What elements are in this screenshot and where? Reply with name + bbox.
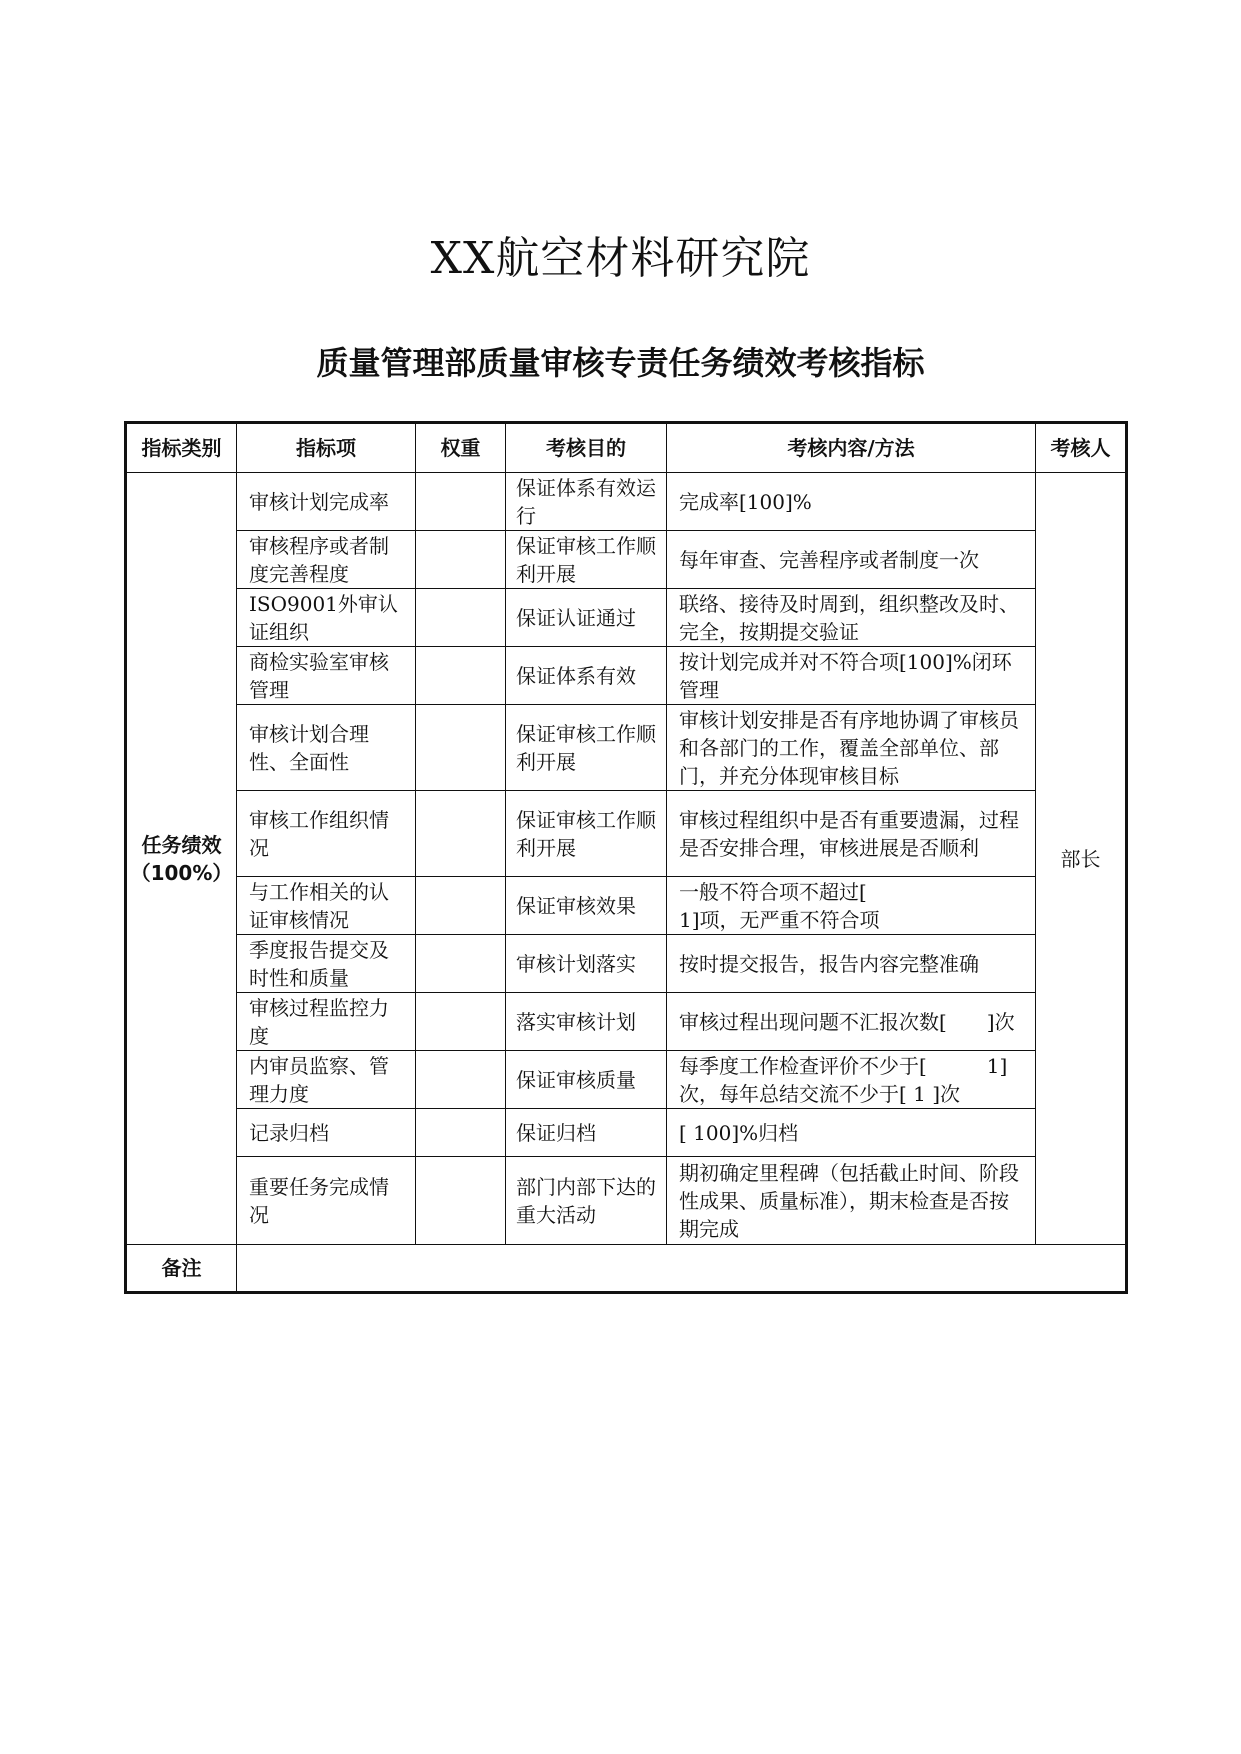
- weight-cell: [416, 589, 506, 647]
- remark-value: [237, 1245, 1127, 1293]
- indicator-item: 审核计划合理性、全面性: [237, 705, 416, 791]
- purpose-cell: 落实审核计划: [506, 993, 667, 1051]
- content-cell: 审核过程组织中是否有重要遗漏，过程是否安排合理，审核进展是否顺利: [667, 791, 1036, 877]
- table-row: [126, 473, 1127, 531]
- weight-cell: [416, 935, 506, 993]
- content-cell: 审核过程出现问题不汇报次数[ ]次: [667, 993, 1036, 1051]
- content-cell: 每季度工作检查评价不少于[ 1]次，每年总结交流不少于[ 1 ]次: [667, 1051, 1036, 1109]
- indicator-item: 审核工作组织情况: [237, 791, 416, 877]
- indicator-item: 重要任务完成情况: [237, 1157, 416, 1245]
- category-weight: （100%）: [130, 860, 233, 885]
- purpose-cell: 保证认证通过: [506, 589, 667, 647]
- content-cell: [ 100]%归档: [667, 1109, 1036, 1157]
- content-cell: 每年审查、完善程序或者制度一次: [667, 531, 1036, 589]
- indicator-item: ISO9001外审认证组织: [237, 589, 416, 647]
- weight-cell: [416, 791, 506, 877]
- purpose-cell: 保证审核工作顺利开展: [506, 531, 667, 589]
- reviewer-cell: 部长: [1036, 473, 1127, 1245]
- purpose-cell: 审核计划落实: [506, 935, 667, 993]
- content-cell: 审核计划安排是否有序地协调了审核员和各部门的工作，覆盖全部单位、部门，并充分体现审核目标: [667, 705, 1036, 791]
- category-cell: [126, 473, 237, 1245]
- weight-cell: [416, 1157, 506, 1245]
- header-content-method: 考核内容/方法: [667, 423, 1036, 473]
- table-row: [126, 589, 1127, 647]
- weight-cell: [416, 1109, 506, 1157]
- table-row: [126, 705, 1127, 791]
- table-row: [126, 1051, 1127, 1109]
- table-row: [126, 877, 1127, 935]
- remark-row: [126, 1245, 1127, 1293]
- kpi-table: [124, 421, 1128, 1294]
- indicator-item: 审核计划完成率: [237, 473, 416, 531]
- category-name: 任务绩效: [141, 832, 222, 857]
- table-row: [126, 1109, 1127, 1157]
- content-cell: 联络、接待及时周到，组织整改及时、完全，按期提交验证: [667, 589, 1036, 647]
- table-row: [126, 531, 1127, 589]
- header-weight: 权重: [416, 423, 506, 473]
- purpose-cell: 保证审核工作顺利开展: [506, 705, 667, 791]
- indicator-item: 季度报告提交及时性和质量: [237, 935, 416, 993]
- table-header-row: [126, 423, 1127, 473]
- weight-cell: [416, 473, 506, 531]
- remark-label: 备注: [126, 1245, 237, 1293]
- indicator-item: 记录归档: [237, 1109, 416, 1157]
- weight-cell: [416, 993, 506, 1051]
- content-cell: 完成率[100]%: [667, 473, 1036, 531]
- content-cell: 按时提交报告，报告内容完整准确: [667, 935, 1036, 993]
- indicator-item: 内审员监察、管理力度: [237, 1051, 416, 1109]
- purpose-cell: 保证审核效果: [506, 877, 667, 935]
- table-row: [126, 993, 1127, 1051]
- indicator-item: 与工作相关的认证审核情况: [237, 877, 416, 935]
- indicator-item: 商检实验室审核管理: [237, 647, 416, 705]
- organization-title: XX航空材料研究院: [430, 233, 811, 284]
- document-title: 质量管理部质量审核专责任务绩效考核指标: [316, 344, 925, 382]
- table-row: [126, 791, 1127, 877]
- table-row: [126, 935, 1127, 993]
- weight-cell: [416, 531, 506, 589]
- table-row: [126, 647, 1127, 705]
- weight-cell: [416, 705, 506, 791]
- purpose-cell: 保证归档: [506, 1109, 667, 1157]
- purpose-cell: 部门内部下达的重大活动: [506, 1157, 667, 1245]
- header-reviewer: 考核人: [1036, 423, 1127, 473]
- purpose-cell: 保证审核质量: [506, 1051, 667, 1109]
- header-category: 指标类别: [126, 423, 237, 473]
- weight-cell: [416, 1051, 506, 1109]
- indicator-item: 审核过程监控力度: [237, 993, 416, 1051]
- purpose-cell: 保证体系有效: [506, 647, 667, 705]
- weight-cell: [416, 647, 506, 705]
- table-row: [126, 1157, 1127, 1245]
- weight-cell: [416, 877, 506, 935]
- content-cell: 按计划完成并对不符合项[100]%闭环管理: [667, 647, 1036, 705]
- purpose-cell: 保证审核工作顺利开展: [506, 791, 667, 877]
- header-item: 指标项: [237, 423, 416, 473]
- indicator-item: 审核程序或者制度完善程度: [237, 531, 416, 589]
- purpose-cell: 保证体系有效运行: [506, 473, 667, 531]
- content-cell: 期初确定里程碑（包括截止时间、阶段性成果、质量标准），期末检查是否按期完成: [667, 1157, 1036, 1245]
- header-purpose: 考核目的: [506, 423, 667, 473]
- content-cell: 一般不符合项不超过[ 1]项，无严重不符合项: [667, 877, 1036, 935]
